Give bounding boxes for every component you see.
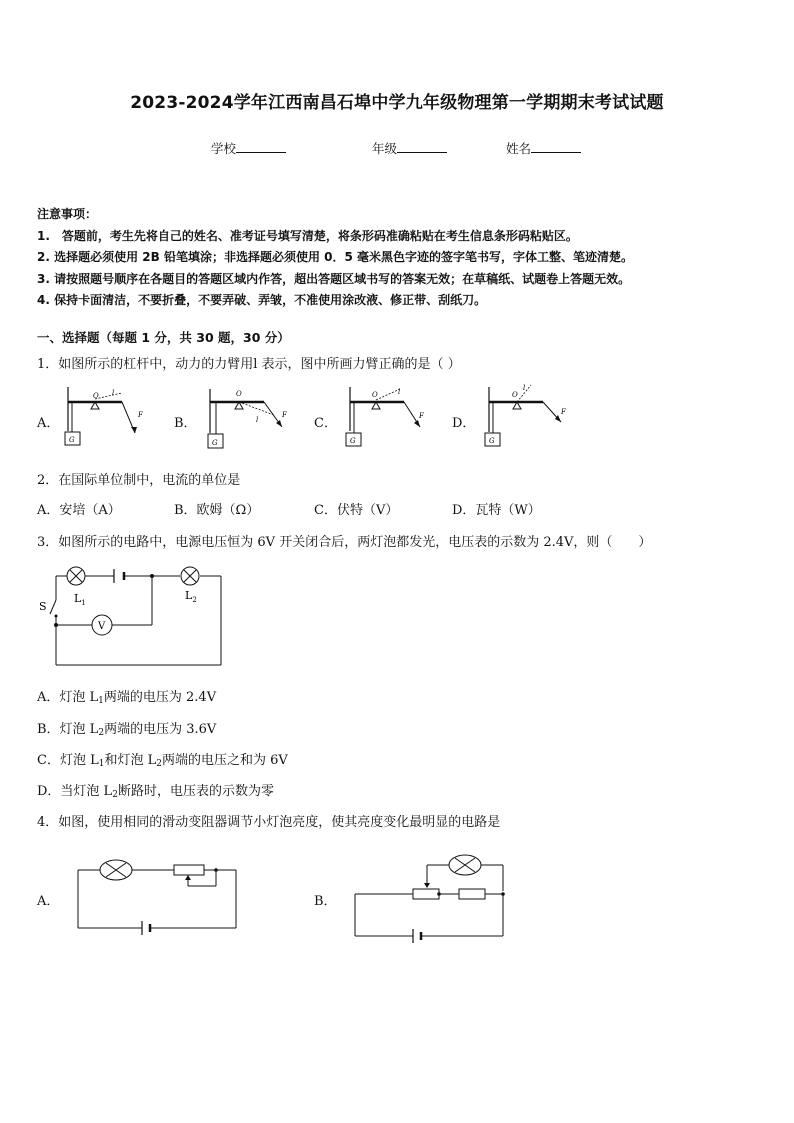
switch-label: S bbox=[39, 600, 47, 613]
q2-option-c: C．伏特（V） bbox=[314, 503, 399, 518]
lever-c-arm-label: l bbox=[398, 388, 401, 396]
question-2-stem: 2．在国际单位制中，电流的单位是 bbox=[37, 473, 241, 488]
question-1-stem: 1．如图所示的杠杆中，动力的力臂用l 表示，图中所画力臂正确的是（ ） bbox=[37, 357, 461, 372]
circuit-diagram-q3 bbox=[36, 562, 231, 670]
note-item: 1. 答题前，考生先将自己的姓名、准考证号填写清楚，将条形码准确粘贴在考生信息条形码粘贴区。 bbox=[37, 228, 578, 243]
lever-b-arm-label: l bbox=[256, 416, 259, 424]
name-field bbox=[506, 139, 581, 157]
school-label: 学校 bbox=[211, 141, 237, 156]
section-heading: 一、选择题（每题 1 分，共 30 题，30 分） bbox=[37, 330, 290, 345]
q3-option-b: B．灯泡 $L_2$两端的电压为 3.6V bbox=[37, 722, 217, 738]
lever-d-arm-label: l bbox=[523, 384, 526, 392]
lever-d-force-label: F bbox=[561, 408, 566, 416]
page-title: 2023-2024学年江西南昌石埠中学九年级物理第一学期期末考试试题 bbox=[130, 93, 664, 113]
q1-option-c-label: C． bbox=[314, 416, 337, 431]
lever-a-weight-label: G bbox=[69, 436, 75, 444]
grade-blank[interactable] bbox=[397, 139, 447, 153]
voltmeter-label: V bbox=[98, 621, 106, 632]
question-3-stem: 3．如图所示的电路中，电源电压恒为 6V 开关闭合后，两灯泡都发光，电压表的示数为 2.4V，则（ ） bbox=[37, 535, 652, 550]
lever-d-pivot-label: O bbox=[512, 391, 518, 399]
q3-option-c: C．灯泡 $L_1$和灯泡 $L_2$两端的电压之和为 6V bbox=[37, 753, 288, 769]
circuit-diagram-q4-a bbox=[70, 848, 245, 938]
circuit-diagram-q4-b bbox=[345, 848, 520, 946]
lever-d-weight-label: G bbox=[489, 437, 495, 445]
note-item: 4. 保持卡面清洁，不要折叠，不要弄破、弄皱，不准使用涂改液、修正带、刮纸刀。 bbox=[37, 293, 487, 307]
lever-c-weight-label: G bbox=[350, 437, 356, 445]
lever-a-arm-label: l bbox=[112, 389, 115, 397]
q3-option-d: D．当灯泡 $L_2$断路时，电压表的示数为零 bbox=[37, 784, 274, 800]
note-item: 2. 选择题必须使用 2B 铅笔填涂；非选择题必须使用 0．5 毫米黑色字迹的签字笔书写，字体工整、笔迹清楚。 bbox=[37, 250, 633, 264]
lever-diagram-c bbox=[338, 385, 433, 450]
q1-option-d-label: D． bbox=[452, 416, 476, 431]
lever-b-pivot-label: O bbox=[236, 390, 242, 398]
q2-option-d: D．瓦特（W） bbox=[452, 503, 541, 518]
lever-c-force-label: F bbox=[419, 412, 424, 420]
grade-field bbox=[372, 139, 447, 157]
lever-c-pivot-label: O bbox=[372, 391, 378, 399]
lever-diagram-a bbox=[60, 385, 155, 450]
notes-heading: 注意事项： bbox=[37, 207, 98, 221]
note-item: 3. 请按照题号顺序在各题目的答题区域内作答，超出答题区域书写的答案无效；在草稿纸、试题卷上答题无效。 bbox=[37, 271, 631, 286]
q4-option-a-label: A． bbox=[37, 894, 60, 909]
question-4-stem: 4．如图，使用相同的滑动变阻器调节小灯泡亮度，使其亮度变化最明显的电路是 bbox=[37, 815, 501, 830]
lever-diagram-d bbox=[477, 382, 572, 450]
notes-block bbox=[37, 204, 633, 312]
q2-option-b: B．欧姆（Ω） bbox=[174, 503, 260, 518]
q2-option-a: A．安培（A） bbox=[37, 503, 121, 518]
school-field bbox=[211, 139, 286, 157]
lamp-l1-label: $L_1$ bbox=[74, 592, 86, 607]
lever-b-force-label: F bbox=[282, 411, 287, 419]
q1-option-b-label: B． bbox=[174, 416, 197, 431]
q4-option-b-label: B． bbox=[314, 894, 337, 909]
q1-option-a-label: A． bbox=[37, 416, 60, 431]
lamp-l2-label: $L_2$ bbox=[185, 589, 197, 604]
grade-label: 年级 bbox=[372, 141, 398, 156]
lever-a-pivot-label: O bbox=[93, 392, 99, 400]
school-blank[interactable] bbox=[236, 139, 286, 153]
lever-b-weight-label: G bbox=[212, 439, 218, 447]
lever-diagram-b bbox=[196, 385, 291, 450]
q3-option-a: A．灯泡 $L_1$两端的电压为 2.4V bbox=[37, 690, 217, 706]
name-blank[interactable] bbox=[531, 139, 581, 153]
lever-a-force-label: F bbox=[138, 411, 143, 419]
name-label: 姓名 bbox=[506, 141, 532, 156]
